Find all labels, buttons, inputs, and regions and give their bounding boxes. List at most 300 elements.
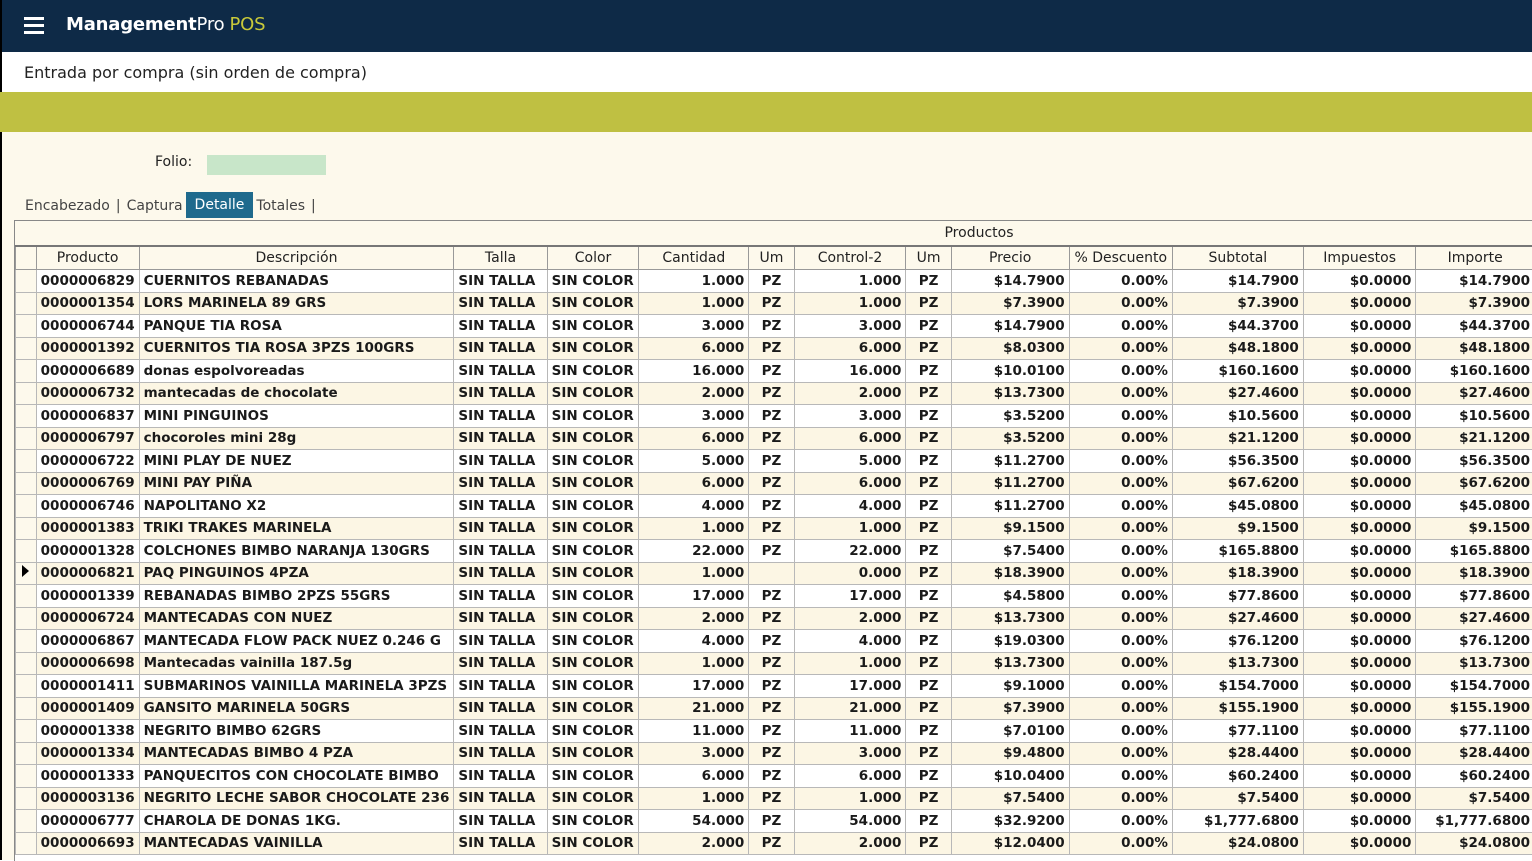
cell-cantidad[interactable]: 4.000: [639, 495, 749, 518]
cell-um-2[interactable]: PZ: [906, 292, 951, 315]
cell-control-2[interactable]: 0.000: [794, 562, 906, 585]
cell-talla[interactable]: SIN TALLA: [454, 675, 547, 698]
cell-color[interactable]: SIN COLOR: [547, 652, 639, 675]
cell-um[interactable]: PZ: [749, 517, 794, 540]
cell-talla[interactable]: SIN TALLA: [454, 450, 547, 473]
cell-control-2[interactable]: 22.000: [794, 540, 906, 563]
cell-descuento[interactable]: 0.00%: [1069, 360, 1172, 383]
folio-input[interactable]: [207, 155, 326, 175]
cell-color[interactable]: SIN COLOR: [547, 675, 639, 698]
table-row[interactable]: [16, 810, 1532, 833]
cell-precio[interactable]: $12.0400: [951, 832, 1069, 855]
cell-descuento[interactable]: 0.00%: [1069, 292, 1172, 315]
cell-descuento[interactable]: 0.00%: [1069, 337, 1172, 360]
cell-um[interactable]: PZ: [749, 405, 794, 428]
cell-precio[interactable]: $11.2700: [951, 495, 1069, 518]
cell-control-2[interactable]: 1.000: [794, 652, 906, 675]
cell-color[interactable]: SIN COLOR: [547, 450, 639, 473]
cell-cantidad[interactable]: 3.000: [639, 405, 749, 428]
cell-subtotal[interactable]: $21.1200: [1172, 427, 1303, 450]
cell-color[interactable]: SIN COLOR: [547, 292, 639, 315]
cell-control-2[interactable]: 6.000: [794, 765, 906, 788]
cell-subtotal[interactable]: $14.7900: [1172, 270, 1303, 293]
cell-descripcion[interactable]: CUERNITOS TIA ROSA 3PZS 100GRS: [139, 337, 454, 360]
cell-um-2[interactable]: PZ: [906, 810, 951, 833]
cell-control-2[interactable]: 11.000: [794, 720, 906, 743]
cell-descuento[interactable]: 0.00%: [1069, 382, 1172, 405]
cell-producto[interactable]: 0000001383: [36, 517, 139, 540]
cell-cantidad[interactable]: 2.000: [639, 382, 749, 405]
cell-producto[interactable]: 0000006724: [36, 607, 139, 630]
cell-producto[interactable]: 0000006746: [36, 495, 139, 518]
cell-um-2[interactable]: PZ: [906, 652, 951, 675]
table-row[interactable]: [16, 720, 1532, 743]
cell-um[interactable]: PZ: [749, 585, 794, 608]
cell-color[interactable]: SIN COLOR: [547, 810, 639, 833]
cell-descuento[interactable]: 0.00%: [1069, 472, 1172, 495]
cell-control-2[interactable]: 2.000: [794, 382, 906, 405]
cell-descuento[interactable]: 0.00%: [1069, 562, 1172, 585]
cell-producto[interactable]: 0000006867: [36, 630, 139, 653]
cell-impuestos[interactable]: $0.0000: [1303, 270, 1416, 293]
cell-producto[interactable]: 0000006837: [36, 405, 139, 428]
cell-impuestos[interactable]: $0.0000: [1303, 472, 1416, 495]
cell-control-2[interactable]: 54.000: [794, 810, 906, 833]
cell-producto[interactable]: 0000006829: [36, 270, 139, 293]
cell-producto[interactable]: 0000006777: [36, 810, 139, 833]
cell-subtotal[interactable]: $13.7300: [1172, 652, 1303, 675]
cell-importe[interactable]: $7.5400: [1416, 787, 1532, 810]
cell-talla[interactable]: SIN TALLA: [454, 382, 547, 405]
table-row[interactable]: [16, 495, 1532, 518]
cell-color[interactable]: SIN COLOR: [547, 630, 639, 653]
col-header-descuento[interactable]: % Descuento: [1069, 246, 1172, 270]
cell-producto[interactable]: 0000006797: [36, 427, 139, 450]
cell-um[interactable]: PZ: [749, 270, 794, 293]
cell-importe[interactable]: $27.4600: [1416, 607, 1532, 630]
cell-control-2[interactable]: 1.000: [794, 270, 906, 293]
row-selector[interactable]: [16, 675, 37, 698]
cell-descripcion[interactable]: chocoroles mini 28g: [139, 427, 454, 450]
cell-color[interactable]: SIN COLOR: [547, 270, 639, 293]
cell-control-2[interactable]: 3.000: [794, 405, 906, 428]
cell-precio[interactable]: $10.0400: [951, 765, 1069, 788]
products-grid[interactable]: [14, 220, 1532, 861]
cell-precio[interactable]: $11.2700: [951, 472, 1069, 495]
cell-subtotal[interactable]: $165.8800: [1172, 540, 1303, 563]
row-selector[interactable]: [16, 630, 37, 653]
cell-cantidad[interactable]: 2.000: [639, 832, 749, 855]
cell-impuestos[interactable]: $0.0000: [1303, 720, 1416, 743]
tab-totales[interactable]: Totales: [253, 195, 308, 218]
row-selector[interactable]: [16, 382, 37, 405]
cell-subtotal[interactable]: $9.1500: [1172, 517, 1303, 540]
cell-cantidad[interactable]: 16.000: [639, 360, 749, 383]
table-row[interactable]: [16, 675, 1532, 698]
row-selector[interactable]: [16, 585, 37, 608]
cell-importe[interactable]: $76.1200: [1416, 630, 1532, 653]
col-header-subtotal[interactable]: Subtotal: [1172, 246, 1303, 270]
cell-cantidad[interactable]: 6.000: [639, 472, 749, 495]
cell-um[interactable]: PZ: [749, 675, 794, 698]
row-selector[interactable]: [16, 337, 37, 360]
tab-detalle[interactable]: Detalle: [186, 192, 254, 218]
cell-precio[interactable]: $7.5400: [951, 540, 1069, 563]
cell-color[interactable]: SIN COLOR: [547, 832, 639, 855]
cell-subtotal[interactable]: $76.1200: [1172, 630, 1303, 653]
cell-color[interactable]: SIN COLOR: [547, 517, 639, 540]
cell-importe[interactable]: $13.7300: [1416, 652, 1532, 675]
cell-producto[interactable]: 0000001334: [36, 742, 139, 765]
table-row[interactable]: [16, 562, 1532, 585]
cell-producto[interactable]: 0000001392: [36, 337, 139, 360]
cell-descuento[interactable]: 0.00%: [1069, 315, 1172, 338]
cell-um-2[interactable]: PZ: [906, 630, 951, 653]
cell-descripcion[interactable]: PAQ PINGUINOS 4PZA: [139, 562, 454, 585]
row-selector[interactable]: [16, 540, 37, 563]
cell-precio[interactable]: $18.3900: [951, 562, 1069, 585]
cell-cantidad[interactable]: 5.000: [639, 450, 749, 473]
row-selector[interactable]: [16, 495, 37, 518]
cell-cantidad[interactable]: 1.000: [639, 787, 749, 810]
cell-importe[interactable]: $7.3900: [1416, 292, 1532, 315]
cell-color[interactable]: SIN COLOR: [547, 495, 639, 518]
cell-descripcion[interactable]: CUERNITOS REBANADAS: [139, 270, 454, 293]
table-row[interactable]: [16, 787, 1532, 810]
cell-producto[interactable]: 0000006769: [36, 472, 139, 495]
cell-impuestos[interactable]: $0.0000: [1303, 450, 1416, 473]
cell-cantidad[interactable]: 6.000: [639, 337, 749, 360]
cell-talla[interactable]: SIN TALLA: [454, 315, 547, 338]
cell-impuestos[interactable]: $0.0000: [1303, 382, 1416, 405]
cell-um[interactable]: PZ: [749, 472, 794, 495]
cell-um-2[interactable]: PZ: [906, 540, 951, 563]
cell-descripcion[interactable]: SUBMARINOS VAINILLA MARINELA 3PZS: [139, 675, 454, 698]
cell-um-2[interactable]: PZ: [906, 562, 951, 585]
table-row[interactable]: [16, 337, 1532, 360]
col-header-cantidad[interactable]: Cantidad: [639, 246, 749, 270]
row-selector[interactable]: [16, 315, 37, 338]
cell-precio[interactable]: $11.2700: [951, 450, 1069, 473]
table-row[interactable]: [16, 382, 1532, 405]
cell-importe[interactable]: $56.3500: [1416, 450, 1532, 473]
cell-talla[interactable]: SIN TALLA: [454, 517, 547, 540]
cell-subtotal[interactable]: $27.4600: [1172, 607, 1303, 630]
cell-descripcion[interactable]: MANTECADA FLOW PACK NUEZ 0.246 G: [139, 630, 454, 653]
cell-descripcion[interactable]: CHAROLA DE DONAS 1KG.: [139, 810, 454, 833]
cell-um[interactable]: PZ: [749, 450, 794, 473]
cell-cantidad[interactable]: 3.000: [639, 742, 749, 765]
cell-descuento[interactable]: 0.00%: [1069, 832, 1172, 855]
cell-precio[interactable]: $4.5800: [951, 585, 1069, 608]
cell-descuento[interactable]: 0.00%: [1069, 495, 1172, 518]
cell-um[interactable]: PZ: [749, 427, 794, 450]
cell-subtotal[interactable]: $160.1600: [1172, 360, 1303, 383]
cell-cantidad[interactable]: 6.000: [639, 765, 749, 788]
cell-descripcion[interactable]: NEGRITO BIMBO 62GRS: [139, 720, 454, 743]
cell-um-2[interactable]: PZ: [906, 765, 951, 788]
cell-importe[interactable]: $48.1800: [1416, 337, 1532, 360]
cell-descripcion[interactable]: REBANADAS BIMBO 2PZS 55GRS: [139, 585, 454, 608]
cell-um[interactable]: PZ: [749, 652, 794, 675]
cell-impuestos[interactable]: $0.0000: [1303, 405, 1416, 428]
cell-impuestos[interactable]: $0.0000: [1303, 630, 1416, 653]
cell-descripcion[interactable]: MINI PLAY DE NUEZ: [139, 450, 454, 473]
cell-impuestos[interactable]: $0.0000: [1303, 495, 1416, 518]
cell-precio[interactable]: $3.5200: [951, 427, 1069, 450]
col-header-control-2[interactable]: Control-2: [794, 246, 906, 270]
cell-control-2[interactable]: 5.000: [794, 450, 906, 473]
cell-importe[interactable]: $60.2400: [1416, 765, 1532, 788]
table-row[interactable]: [16, 607, 1532, 630]
cell-descripcion[interactable]: MANTECADAS CON NUEZ: [139, 607, 454, 630]
table-row[interactable]: [16, 472, 1532, 495]
cell-um-2[interactable]: PZ: [906, 450, 951, 473]
cell-impuestos[interactable]: $0.0000: [1303, 562, 1416, 585]
cell-um-2[interactable]: PZ: [906, 495, 951, 518]
cell-um[interactable]: PZ: [749, 765, 794, 788]
cell-subtotal[interactable]: $48.1800: [1172, 337, 1303, 360]
col-header-um[interactable]: Um: [749, 246, 794, 270]
cell-descripcion[interactable]: GANSITO MARINELA 50GRS: [139, 697, 454, 720]
cell-descripcion[interactable]: NAPOLITANO X2: [139, 495, 454, 518]
cell-importe[interactable]: $154.7000: [1416, 675, 1532, 698]
cell-impuestos[interactable]: $0.0000: [1303, 585, 1416, 608]
cell-precio[interactable]: $19.0300: [951, 630, 1069, 653]
col-header-importe[interactable]: Importe: [1416, 246, 1532, 270]
cell-um-2[interactable]: PZ: [906, 337, 951, 360]
cell-cantidad[interactable]: 21.000: [639, 697, 749, 720]
cell-subtotal[interactable]: $45.0800: [1172, 495, 1303, 518]
cell-descuento[interactable]: 0.00%: [1069, 720, 1172, 743]
cell-control-2[interactable]: 21.000: [794, 697, 906, 720]
row-selector[interactable]: [16, 270, 37, 293]
cell-importe[interactable]: $27.4600: [1416, 382, 1532, 405]
cell-precio[interactable]: $9.1500: [951, 517, 1069, 540]
cell-control-2[interactable]: 17.000: [794, 675, 906, 698]
row-selector[interactable]: [16, 720, 37, 743]
row-selector[interactable]: [16, 427, 37, 450]
cell-descuento[interactable]: 0.00%: [1069, 630, 1172, 653]
cell-importe[interactable]: $1,777.6800: [1416, 810, 1532, 833]
cell-descripcion[interactable]: NEGRITO LECHE SABOR CHOCOLATE 236: [139, 787, 454, 810]
cell-precio[interactable]: $10.0100: [951, 360, 1069, 383]
cell-cantidad[interactable]: 1.000: [639, 270, 749, 293]
cell-descripcion[interactable]: mantecadas de chocolate: [139, 382, 454, 405]
cell-um[interactable]: [749, 562, 794, 585]
cell-descripcion[interactable]: MINI PINGUINOS: [139, 405, 454, 428]
cell-descuento[interactable]: 0.00%: [1069, 697, 1172, 720]
table-row[interactable]: [16, 832, 1532, 855]
col-header-um-2[interactable]: Um: [906, 246, 951, 270]
cell-color[interactable]: SIN COLOR: [547, 607, 639, 630]
table-row[interactable]: [16, 765, 1532, 788]
cell-talla[interactable]: SIN TALLA: [454, 607, 547, 630]
tab-encabezado[interactable]: Encabezado: [22, 195, 113, 218]
cell-descuento[interactable]: 0.00%: [1069, 517, 1172, 540]
cell-cantidad[interactable]: 1.000: [639, 652, 749, 675]
cell-cantidad[interactable]: 22.000: [639, 540, 749, 563]
cell-importe[interactable]: $67.6200: [1416, 472, 1532, 495]
cell-importe[interactable]: $18.3900: [1416, 562, 1532, 585]
cell-subtotal[interactable]: $155.1900: [1172, 697, 1303, 720]
cell-talla[interactable]: SIN TALLA: [454, 562, 547, 585]
cell-um[interactable]: PZ: [749, 315, 794, 338]
cell-um[interactable]: PZ: [749, 697, 794, 720]
cell-talla[interactable]: SIN TALLA: [454, 585, 547, 608]
cell-talla[interactable]: SIN TALLA: [454, 630, 547, 653]
cell-descripcion[interactable]: MINI PAY PIÑA: [139, 472, 454, 495]
table-row[interactable]: [16, 315, 1532, 338]
cell-producto[interactable]: 0000003136: [36, 787, 139, 810]
row-selector[interactable]: [16, 742, 37, 765]
cell-cantidad[interactable]: 3.000: [639, 315, 749, 338]
cell-um-2[interactable]: PZ: [906, 270, 951, 293]
cell-importe[interactable]: $14.7900: [1416, 270, 1532, 293]
cell-um[interactable]: PZ: [749, 742, 794, 765]
cell-descuento[interactable]: 0.00%: [1069, 742, 1172, 765]
cell-impuestos[interactable]: $0.0000: [1303, 607, 1416, 630]
cell-um-2[interactable]: PZ: [906, 472, 951, 495]
cell-precio[interactable]: $3.5200: [951, 405, 1069, 428]
table-row[interactable]: [16, 270, 1532, 293]
cell-control-2[interactable]: 3.000: [794, 315, 906, 338]
cell-subtotal[interactable]: $77.1100: [1172, 720, 1303, 743]
table-row[interactable]: [16, 630, 1532, 653]
cell-control-2[interactable]: 4.000: [794, 630, 906, 653]
cell-um-2[interactable]: PZ: [906, 697, 951, 720]
cell-subtotal[interactable]: $77.8600: [1172, 585, 1303, 608]
cell-importe[interactable]: $44.3700: [1416, 315, 1532, 338]
cell-precio[interactable]: $13.7300: [951, 607, 1069, 630]
row-selector[interactable]: [16, 765, 37, 788]
cell-descuento[interactable]: 0.00%: [1069, 810, 1172, 833]
cell-subtotal[interactable]: $56.3500: [1172, 450, 1303, 473]
tab-captura[interactable]: Captura: [124, 195, 186, 218]
cell-importe[interactable]: $24.0800: [1416, 832, 1532, 855]
cell-producto[interactable]: 0000001409: [36, 697, 139, 720]
cell-control-2[interactable]: 3.000: [794, 742, 906, 765]
cell-control-2[interactable]: 4.000: [794, 495, 906, 518]
cell-descuento[interactable]: 0.00%: [1069, 450, 1172, 473]
cell-cantidad[interactable]: 4.000: [639, 630, 749, 653]
cell-precio[interactable]: $7.3900: [951, 292, 1069, 315]
cell-color[interactable]: SIN COLOR: [547, 337, 639, 360]
cell-cantidad[interactable]: 1.000: [639, 517, 749, 540]
cell-cantidad[interactable]: 17.000: [639, 675, 749, 698]
cell-talla[interactable]: SIN TALLA: [454, 270, 547, 293]
cell-talla[interactable]: SIN TALLA: [454, 292, 547, 315]
cell-cantidad[interactable]: 54.000: [639, 810, 749, 833]
row-selector[interactable]: [16, 292, 37, 315]
cell-descuento[interactable]: 0.00%: [1069, 675, 1172, 698]
cell-color[interactable]: SIN COLOR: [547, 382, 639, 405]
cell-producto[interactable]: 0000001338: [36, 720, 139, 743]
cell-producto[interactable]: 0000006732: [36, 382, 139, 405]
cell-impuestos[interactable]: $0.0000: [1303, 337, 1416, 360]
cell-control-2[interactable]: 6.000: [794, 427, 906, 450]
cell-precio[interactable]: $7.0100: [951, 720, 1069, 743]
row-selector[interactable]: [16, 360, 37, 383]
cell-talla[interactable]: SIN TALLA: [454, 742, 547, 765]
cell-impuestos[interactable]: $0.0000: [1303, 765, 1416, 788]
cell-impuestos[interactable]: $0.0000: [1303, 787, 1416, 810]
cell-um[interactable]: PZ: [749, 810, 794, 833]
cell-um-2[interactable]: PZ: [906, 382, 951, 405]
cell-subtotal[interactable]: $24.0800: [1172, 832, 1303, 855]
cell-importe[interactable]: $165.8800: [1416, 540, 1532, 563]
cell-precio[interactable]: $32.9200: [951, 810, 1069, 833]
cell-impuestos[interactable]: $0.0000: [1303, 832, 1416, 855]
row-selector[interactable]: [16, 832, 37, 855]
cell-subtotal[interactable]: $154.7000: [1172, 675, 1303, 698]
cell-talla[interactable]: SIN TALLA: [454, 495, 547, 518]
cell-um-2[interactable]: PZ: [906, 315, 951, 338]
cell-producto[interactable]: 0000001339: [36, 585, 139, 608]
row-selector[interactable]: [16, 562, 37, 585]
cell-talla[interactable]: SIN TALLA: [454, 337, 547, 360]
cell-color[interactable]: SIN COLOR: [547, 315, 639, 338]
cell-precio[interactable]: $9.1000: [951, 675, 1069, 698]
cell-importe[interactable]: $10.5600: [1416, 405, 1532, 428]
row-selector[interactable]: [16, 787, 37, 810]
cell-precio[interactable]: $14.7900: [951, 315, 1069, 338]
cell-control-2[interactable]: 1.000: [794, 787, 906, 810]
table-row[interactable]: [16, 652, 1532, 675]
row-selector[interactable]: [16, 450, 37, 473]
cell-control-2[interactable]: 1.000: [794, 292, 906, 315]
table-row[interactable]: [16, 540, 1532, 563]
cell-control-2[interactable]: 1.000: [794, 517, 906, 540]
cell-control-2[interactable]: 17.000: [794, 585, 906, 608]
cell-importe[interactable]: $45.0800: [1416, 495, 1532, 518]
cell-descuento[interactable]: 0.00%: [1069, 540, 1172, 563]
cell-um-2[interactable]: PZ: [906, 720, 951, 743]
cell-precio[interactable]: $13.7300: [951, 652, 1069, 675]
cell-impuestos[interactable]: $0.0000: [1303, 540, 1416, 563]
cell-um[interactable]: PZ: [749, 337, 794, 360]
cell-impuestos[interactable]: $0.0000: [1303, 810, 1416, 833]
col-header-precio[interactable]: Precio: [951, 246, 1069, 270]
col-header-talla[interactable]: Talla: [454, 246, 547, 270]
cell-um-2[interactable]: PZ: [906, 517, 951, 540]
cell-um-2[interactable]: PZ: [906, 832, 951, 855]
cell-talla[interactable]: SIN TALLA: [454, 540, 547, 563]
row-selector[interactable]: [16, 472, 37, 495]
cell-subtotal[interactable]: $28.4400: [1172, 742, 1303, 765]
cell-um[interactable]: PZ: [749, 832, 794, 855]
cell-um-2[interactable]: PZ: [906, 675, 951, 698]
cell-producto[interactable]: 0000001328: [36, 540, 139, 563]
cell-importe[interactable]: $28.4400: [1416, 742, 1532, 765]
cell-um-2[interactable]: PZ: [906, 607, 951, 630]
table-row[interactable]: [16, 697, 1532, 720]
cell-producto[interactable]: 0000006698: [36, 652, 139, 675]
cell-precio[interactable]: $9.4800: [951, 742, 1069, 765]
cell-descripcion[interactable]: MANTECADAS BIMBO 4 PZA: [139, 742, 454, 765]
cell-control-2[interactable]: 6.000: [794, 337, 906, 360]
cell-impuestos[interactable]: $0.0000: [1303, 360, 1416, 383]
cell-impuestos[interactable]: $0.0000: [1303, 292, 1416, 315]
col-header-descripcion[interactable]: Descripción: [139, 246, 454, 270]
cell-cantidad[interactable]: 17.000: [639, 585, 749, 608]
cell-talla[interactable]: SIN TALLA: [454, 720, 547, 743]
cell-descuento[interactable]: 0.00%: [1069, 585, 1172, 608]
table-row[interactable]: [16, 360, 1532, 383]
cell-um-2[interactable]: PZ: [906, 585, 951, 608]
table-row[interactable]: [16, 585, 1532, 608]
cell-precio[interactable]: $14.7900: [951, 270, 1069, 293]
